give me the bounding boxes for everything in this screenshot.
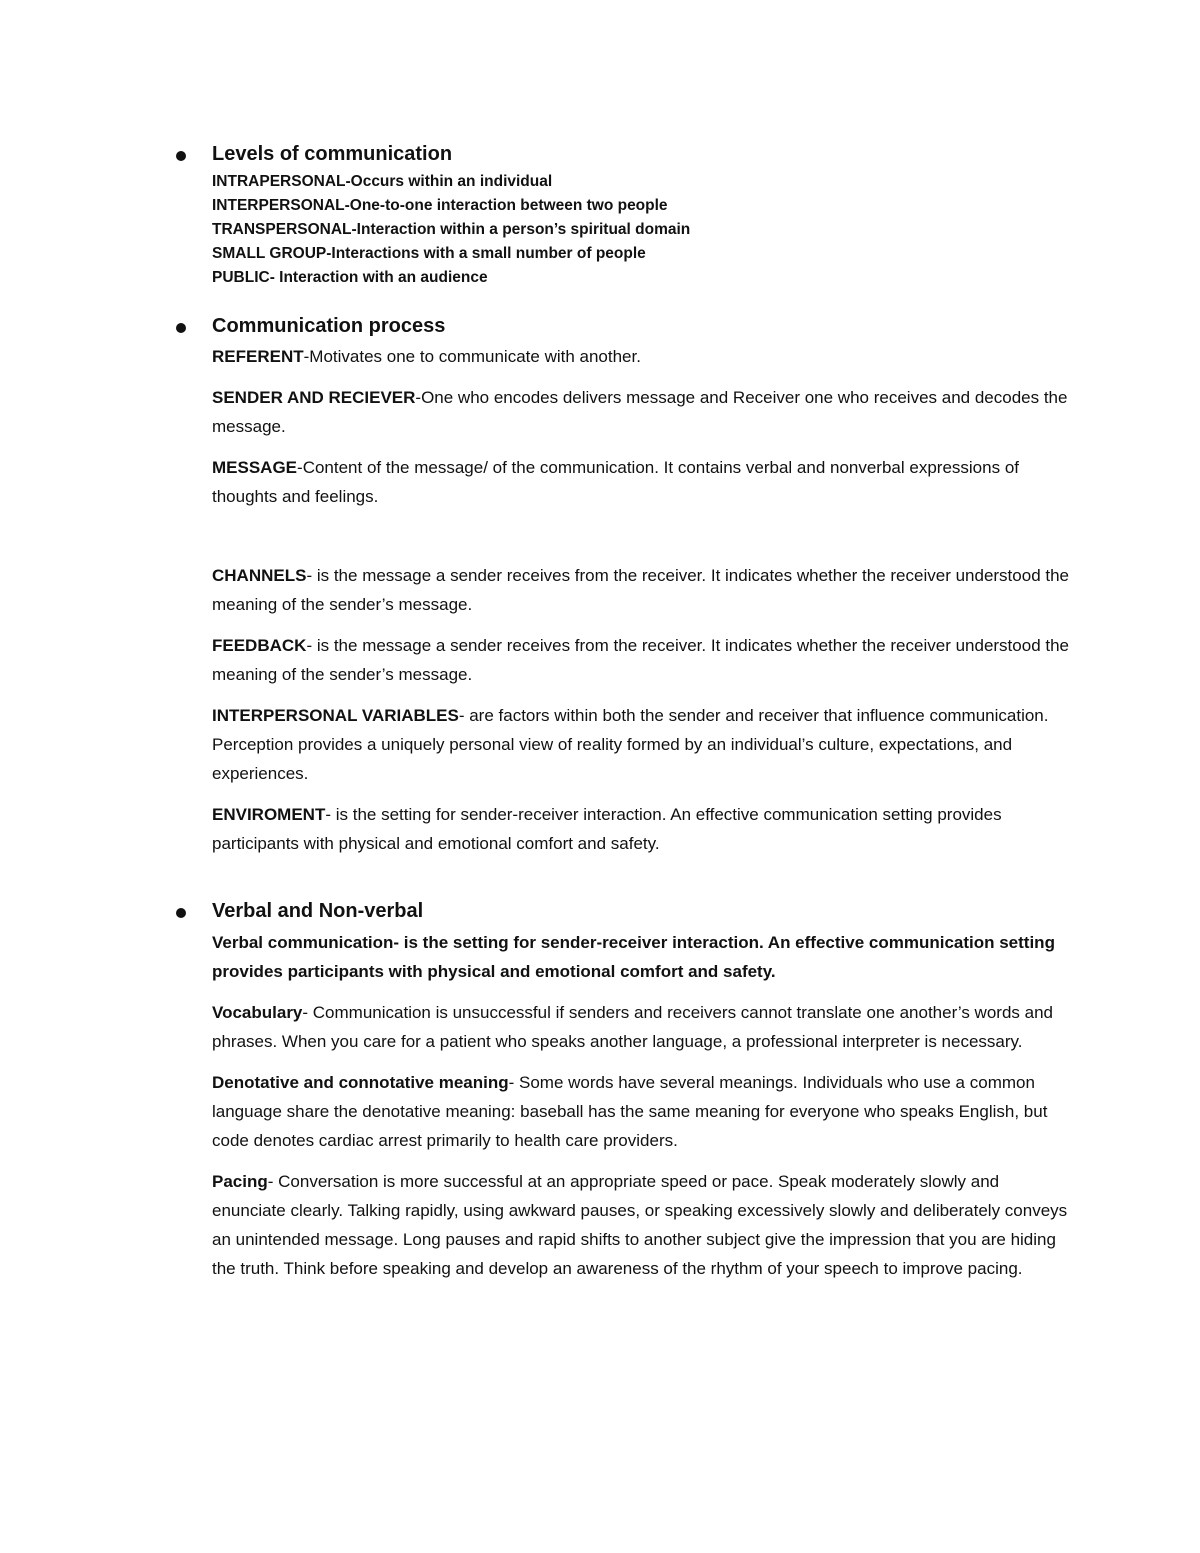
bullet-icon xyxy=(176,323,186,333)
entry-text: -Motivates one to communicate with another. xyxy=(303,347,641,366)
bullet-icon xyxy=(176,151,186,161)
entry-text: - is the setting for sender-receiver interaction. An effective communication setting provides participants with physical and emotional comfort and safety. xyxy=(212,805,1002,853)
spacer xyxy=(212,523,1072,561)
definition-entry xyxy=(212,383,1072,441)
entry-term: SENDER AND RECIEVER xyxy=(212,388,416,407)
entry-term: INTERPERSONAL VARIABLES xyxy=(212,706,459,725)
definition-entry xyxy=(212,631,1072,689)
process-entries xyxy=(212,342,1072,870)
list-item: SMALL GROUP-Interactions with a small number of people xyxy=(212,245,646,262)
entry-term: Denotative and connotative meaning xyxy=(212,1073,509,1092)
entry-text: - Some words have several meanings. Individuals who use a common language share the denotative meaning: baseball has the same meaning for everyone who speaks English, but code denotes cardiac arrest primarily to health care providers. xyxy=(212,1073,1048,1150)
entry-term: Pacing xyxy=(212,1172,268,1191)
list-item: INTERPERSONAL-One-to-one interaction between two people xyxy=(212,197,668,214)
entry-text: -One who encodes delivers message and Receiver one who receives and decodes the message. xyxy=(212,388,1068,436)
section-heading: Levels of communication xyxy=(212,143,453,165)
definition-entry xyxy=(212,453,1072,511)
definition-entry xyxy=(212,342,1072,371)
entry-term: MESSAGE xyxy=(212,458,298,477)
levels-list xyxy=(212,170,1072,290)
section-heading: Communication process xyxy=(212,315,446,337)
list-item: PUBLIC- Interaction with an audience xyxy=(212,269,488,286)
entry-term: REFERENT xyxy=(212,347,304,366)
entry-term: CHANNELS xyxy=(212,566,307,585)
entry-text: - Conversation is more successful at an appropriate speed or pace. Speak moderately slowly and enunciate clearly. Talking rapidly, using awkward pauses, or speaking excessively slowly and deliberately conveys an unintended message. Long pauses and rapid shifts to another subject give the impression that you are hiding the truth. Think before speaking and develop an awareness of the rhythm of your speech to improve pacing. xyxy=(212,1172,1068,1278)
entry-text: - are factors within both the sender and receiver that influence communication. Perception provides a uniquely personal view of reality formed by an individual’s culture, expectations, and experiences. xyxy=(212,706,1049,783)
section-heading: Verbal and Non-verbal xyxy=(212,900,424,922)
entry-term: Vocabulary xyxy=(212,1003,303,1022)
definition-entry xyxy=(212,561,1072,619)
entry-text: - Communication is unsuccessful if senders and receivers cannot translate one another’s words and phrases. When you care for a patient who speaks another language, a professional interpreter is necessary. xyxy=(212,1003,1053,1051)
definition-entry xyxy=(212,1167,1072,1283)
entry-text: - is the message a sender receives from the receiver. It indicates whether the receiver understood the meaning of the sender’s message. xyxy=(212,636,1070,684)
definition-entry xyxy=(212,1068,1072,1155)
entry-term: FEEDBACK xyxy=(212,636,307,655)
list-item: TRANSPERSONAL-Interaction within a person’s spiritual domain xyxy=(212,221,691,238)
bullet-icon xyxy=(176,908,186,918)
entry-text: -Content of the message/ of the communication. It contains verbal and nonverbal expressions of thoughts and feelings. xyxy=(212,458,1019,506)
definition-entry xyxy=(212,701,1072,788)
verbal-intro: Verbal communication- is the setting for sender-receiver interaction. An effective communication setting provides participants with physical and emotional comfort and safety. xyxy=(212,933,1055,981)
definition-entry xyxy=(212,800,1072,858)
verbal-entries xyxy=(212,928,1072,1295)
entry-term: ENVIROMENT xyxy=(212,805,326,824)
list-item: INTRAPERSONAL-Occurs within an individual xyxy=(212,173,553,190)
definition-entry xyxy=(212,998,1072,1056)
entry-text: - is the message a sender receives from the receiver. It indicates whether the receiver understood the meaning of the sender’s message. xyxy=(212,566,1070,614)
